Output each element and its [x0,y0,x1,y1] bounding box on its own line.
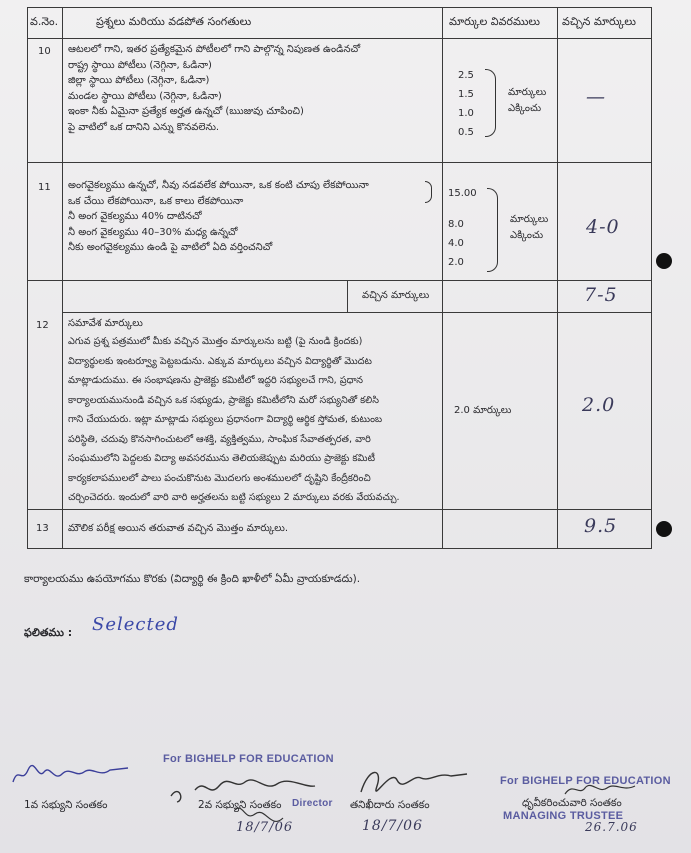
marks-detail: 2.0 మార్కులు [454,405,512,416]
result-value: Selected [92,614,179,635]
received-marks: 2.0 [582,394,616,416]
marks-brace [487,188,498,272]
received-marks: 9.5 [584,515,618,537]
office-note: కార్యాలయము ఉపయోగము కొరకు (విద్యార్థి ఈ క్రింది ఖాళీలో ఏమీ వ్రాయకూడదు). [24,573,361,585]
signature-date: 26.7.06 [585,820,638,834]
punch-hole [656,253,672,269]
label-verifier: ధృవీకరించువారి సంతకం [522,797,622,809]
label-member1: 1వ సభ్యుని సంతకం [24,799,108,811]
header-marks-detail: మార్కుల వివరములు [449,15,540,28]
stamp-right-sub: MANAGING TRUSTEE [503,810,624,822]
stamp-right: For BIGHELP FOR EDUCATION [500,775,671,787]
signature-date: 18/7/06 [236,820,294,835]
row-number: 11 [38,182,51,193]
row-question: మౌలిక పరీక్ష అయిన తరువాత వచ్చిన మొత్తం మార్కులు. [68,523,289,534]
subtotal-value: 7-5 [584,284,618,306]
row-number: 13 [36,523,49,534]
marks-list: 2.5 1.5 1.0 0.5 [458,70,474,138]
stamp-left-sub: Director [292,798,333,809]
row-paragraph: ఎగువ ప్రశ్న పత్రములో మీకు వచ్చిన మొత్తం మార్కులను బట్టి (పై నుండి క్రిందకు) విద్యార్థులకు ఇంటర్వ్యూ పెట్టబడును. ఎక్కువ మార్కులు వచ్చిన విద్యార్థితో మొదట మాట్లాడుదుము. ఈ సంభాషణను ప్రాజెక్టు కమిటీలో ఇద్దరి సభ్యులచే గాని, ప్రధాన కార్యాలయమునుండి వచ్చిన ఒక సభ్యుడు, ప్రాజెక్టు కమిటీలోని మరో సభ్యునితో కలిసి గాని చేయుదురు. ఇట్లా మాట్లాడు సభ్యులు ప్రధానంగా విద్యార్థి ఆర్థిక స్తోమత, కుటుంబ పరిస్థితి, చదువు కొనసాగించుటలో ఆశక్తి, వ్యక్తిత్వము, సాంఘిక సేవాతత్పరత, వారి సంఘములోని పెద్దలకు విద్యా అవసరమును తెలియజెప్పుట మరియు ప్రాజెక్టు కమిటీ కార్యకలాపములలో పాలు పంచుకొనుట మొదలగు అంశములలో దృష్టిని కేంద్రీకరించి చర్చించెదరు. ఇందులో వారి వారి అర్హతలను బట్టి సభ్యులు 2 మార్కులు వరకు వేయవచ్చు. [68,336,400,503]
label-checker: తనిఖీదారు సంతకం [350,799,430,811]
row-question-lines: అంగవైకల్యము ఉన్నచో, నీవు నడవలేక పోయినా, ఒక కంటి చూపు లేకపోయినా ఒక చేయి లేకపోయినా, ఒక కాలు లేకపోయినా నీ అంగ వైకల్యము 40% దాటినచో నీ అంగ వైకల్యము 40–30% మధ్య ఉన్నచో నీకు అంగవైకల్యము ఉండి పై వాటిలో ఏది వర్తించనిచో [68,180,369,253]
signature-member1 [10,760,135,790]
received-marks: 4-0 [586,216,620,238]
result-label: ఫలితము : [24,626,73,639]
punch-hole [656,521,672,537]
row-title: సమావేశ మార్కులు [68,318,143,329]
header-marks-received: వచ్చిన మార్కులు [562,15,636,28]
marks-note: మార్కులు ఎక్కించు [508,87,547,114]
signature-checker [355,762,475,802]
marks-note: మార్కులు ఎక్కించు [510,214,549,241]
header-no: వ.నెం. [30,15,59,28]
signature-date: 18/7/06 [362,818,423,834]
marks-list: 15.00 8.0 4.0 2.0 [448,188,477,268]
header-questions: ప్రశ్నలు మరియు వడపోత సంగతులు [96,15,252,28]
stamp-left: For BIGHELP FOR EDUCATION [163,753,334,765]
row-question-lines: ఆటలలో గాని, ఇతర ప్రత్యేకమైన పోటీలలో గాని పాల్గొన్న నిపుణత ఉండినచో రాష్ట్ర స్థాయి పోటీలు (నెగ్గినా, ఓడినా) జిల్లా స్థాయి పోటీలు (నెగ్గినా, ఓడినా) మండల స్థాయి పోటీలు (నెగ్గినా, ఓడినా) ఇంకా నీకు ఏమైనా ప్రత్యేక అర్హత ఉన్నచో (ఋజువు చూపించి) పై వాటిలో ఒక దానిని ఎన్ను కొనవలెను. [68,44,361,133]
received-marks: — [586,86,606,108]
subtotal-label: వచ్చిన మార్కులు [362,290,430,301]
row-number: 10 [38,46,51,57]
row-number: 12 [36,320,49,331]
marks-brace [485,69,496,137]
label-member2: 2వ సభ్యుని సంతకం [198,799,282,811]
line-brace [425,181,432,203]
